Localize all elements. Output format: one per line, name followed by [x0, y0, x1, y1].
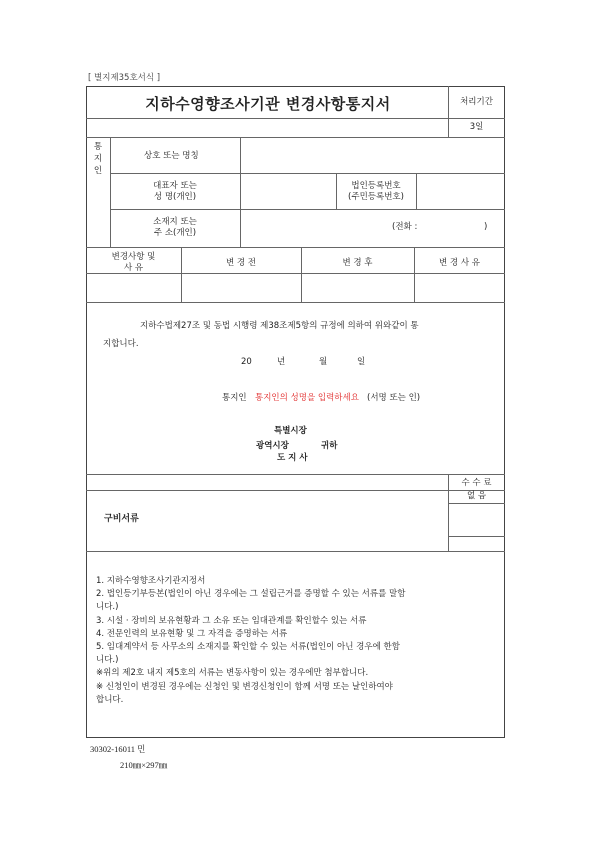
document-note: ※위의 제2호 내지 제5호의 서류는 변동사항이 있는 경우에만 첨부합니다.	[96, 668, 369, 679]
notifier-side-label: 통 지 인	[93, 142, 103, 176]
document-item: 1. 지하수영향조사기관지정서	[96, 576, 206, 586]
change-reason-label: 변경사항 및 사 유	[111, 252, 156, 273]
date-day-field[interactable]	[332, 355, 354, 369]
recipient-line-2: 광역시장	[256, 441, 289, 451]
change-cause-field[interactable]	[415, 274, 504, 301]
recipient-line-1: 특별시장	[274, 426, 307, 436]
after-change-label: 변 경 후	[342, 258, 373, 268]
phone-close-paren: )	[484, 222, 488, 232]
processing-period-value: 3일	[469, 122, 484, 132]
fee-label: 수 수 료	[461, 478, 492, 488]
document-item: 니다.)	[96, 655, 119, 666]
after-change-field[interactable]	[302, 274, 413, 301]
recipient-line-3: 도 지 사	[277, 453, 308, 463]
fee-value: 없 음	[466, 491, 487, 501]
form-title: 지하수영향조사기관 변경사항통지서	[145, 95, 391, 113]
phone-field[interactable]	[440, 220, 480, 234]
change-cause-label: 변 경 사 유	[439, 258, 480, 268]
document-item: 2. 법인등기부등본(법인이 아닌 경우에는 그 설립근거를 증명할 수 있는 서류를 말함	[96, 589, 406, 600]
address-field[interactable]	[241, 210, 391, 246]
date-year-unit: 년	[277, 357, 286, 367]
documents-heading: 구비서류	[104, 514, 139, 524]
document-note: ※ 신청인이 변경된 경우에는 신청인 및 변경신청인이 함께 서명 또는 날인하여야	[96, 681, 393, 692]
signer-label: 통지인	[222, 393, 247, 403]
corp-reg-number-label: 법인등록번호 (주민등록번호)	[348, 181, 404, 202]
change-item-field[interactable]	[87, 274, 180, 301]
signature-note: (서명 또는 인)	[367, 393, 421, 403]
date-year-field[interactable]	[258, 355, 276, 369]
form-code: [ 별지제35호서식 ]	[88, 73, 161, 83]
statement-line-2: 지합니다.	[103, 339, 139, 349]
representative-field[interactable]	[241, 174, 335, 208]
footer-paper-size: 210㎜×297㎜	[120, 760, 168, 770]
representative-label: 대표자 또는 성 명(개인)	[153, 181, 197, 202]
date-day-unit: 일	[357, 357, 366, 367]
phone-label: (전화 :	[392, 222, 418, 232]
trade-name-field[interactable]	[241, 138, 504, 172]
date-month-field[interactable]	[290, 355, 316, 369]
recipient-honorific: 귀하	[321, 441, 338, 451]
date-month-unit: 월	[319, 357, 328, 367]
document-note: 합니다.	[96, 694, 124, 705]
documents-list	[96, 575, 405, 707]
corp-reg-number-field[interactable]	[417, 174, 504, 208]
signer-name-field[interactable]: 통지인의 성명을 입력하세요	[255, 393, 359, 403]
document-item: 4. 전문인력의 보유현황 및 그 자격을 증명하는 서류	[96, 628, 288, 639]
processing-period-label: 처리기간	[460, 97, 493, 107]
document-item: 3. 시설 · 장비의 보유현황과 그 소유 또는 임대관계를 확인할수 있는 서류	[96, 615, 367, 626]
statement-line-1: 지하수법제27조 및 동법 시행령 제38조제5항의 규정에 의하여 위와같이 통	[140, 321, 419, 331]
before-change-label: 변 경 전	[225, 258, 257, 268]
document-item: 5. 임대계약서 등 사무소의 소재지를 확인할 수 있는 서류(법인이 아닌 경우에 한함	[96, 642, 400, 653]
location-label: 소재지 또는 주 소(개인)	[153, 217, 197, 238]
date-year-prefix: 20	[241, 357, 252, 367]
document-item: 니다.)	[96, 602, 119, 613]
trade-name-label: 상호 또는 명칭	[144, 151, 199, 161]
before-change-field[interactable]	[182, 274, 300, 301]
footer-form-code: 30302-16011 민	[90, 744, 146, 754]
